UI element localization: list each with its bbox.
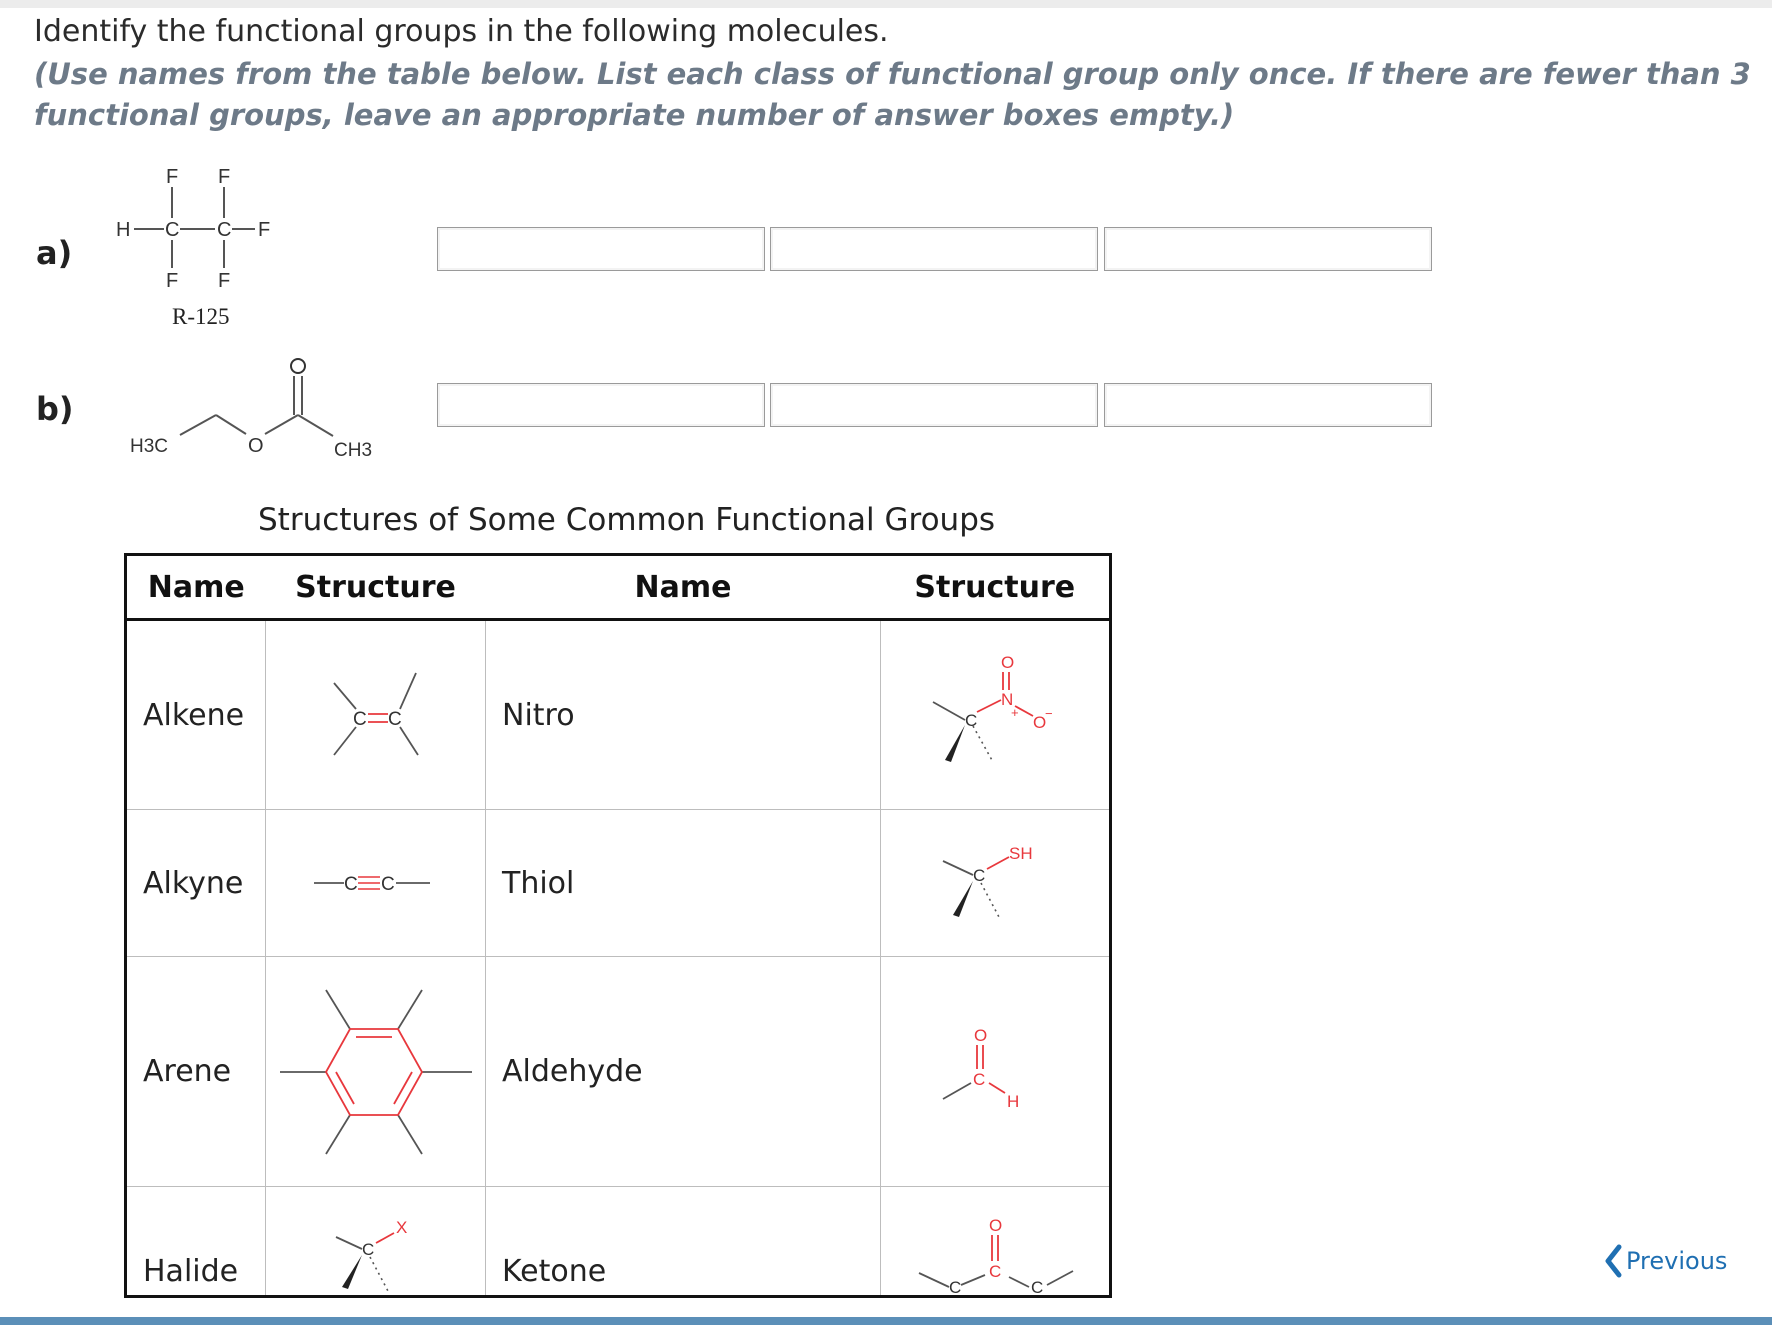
question-text: Identify the functional groups in the following molecules. bbox=[34, 14, 889, 49]
answer-a-3[interactable] bbox=[1104, 227, 1432, 271]
alkyne-carbon-1: C bbox=[343, 874, 358, 895]
ketone-carbon-right: C bbox=[1031, 1278, 1044, 1295]
thiol-diagram bbox=[925, 833, 1065, 933]
header-structure-1: Structure bbox=[266, 555, 486, 620]
aldehyde-oxygen: O bbox=[974, 1025, 988, 1045]
carbon-2: C bbox=[217, 219, 232, 241]
ester-oxygen: O bbox=[248, 435, 264, 457]
previous-button[interactable] bbox=[1604, 1244, 1727, 1278]
ketone-carbon-left: C bbox=[949, 1278, 962, 1295]
nitro-carbon: C bbox=[965, 711, 978, 730]
structure-ketone bbox=[881, 1187, 1111, 1297]
ketone-carbon: C bbox=[989, 1262, 1002, 1281]
structure-alkene bbox=[266, 620, 486, 810]
nitro-diagram bbox=[915, 650, 1075, 780]
molecule-name: R-125 bbox=[172, 304, 230, 329]
fluorine-bottom-left: F bbox=[166, 270, 179, 292]
group-name-aldehyde: Aldehyde bbox=[486, 957, 881, 1187]
functional-groups-table bbox=[124, 553, 1112, 1298]
halide-x: X bbox=[395, 1218, 407, 1237]
ketone-oxygen: O bbox=[989, 1216, 1003, 1235]
alkyne-carbon-2: C bbox=[380, 874, 395, 895]
answer-b-1[interactable] bbox=[437, 383, 765, 427]
methyl-right: CH3 bbox=[334, 440, 373, 461]
molecule-a-r125 bbox=[112, 160, 312, 335]
footer-bar bbox=[0, 1317, 1772, 1325]
structure-aldehyde bbox=[881, 957, 1111, 1187]
header-structure-2: Structure bbox=[881, 555, 1111, 620]
nitro-minus-charge: − bbox=[1045, 706, 1053, 721]
carbon-1: C bbox=[165, 219, 180, 241]
table-header-row bbox=[126, 555, 1111, 620]
carbonyl-oxygen-ring bbox=[291, 359, 305, 373]
group-name-nitro: Nitro bbox=[486, 620, 881, 810]
alkyne-diagram bbox=[306, 863, 446, 903]
header-name-1: Name bbox=[126, 555, 266, 620]
nitro-oxygen-top: O bbox=[1001, 653, 1015, 672]
halide-diagram bbox=[306, 1187, 446, 1295]
question-prompt bbox=[34, 14, 1754, 136]
answer-a-1[interactable] bbox=[437, 227, 765, 271]
alkene-carbon-1: C bbox=[352, 709, 367, 730]
group-name-arene: Arene bbox=[126, 957, 266, 1187]
hydrogen-atom: H bbox=[116, 219, 131, 241]
table-row bbox=[126, 810, 1111, 957]
methyl-left: H3C bbox=[130, 436, 169, 457]
halide-carbon: C bbox=[361, 1240, 374, 1259]
table-row bbox=[126, 1187, 1111, 1297]
alkene-diagram bbox=[316, 665, 436, 765]
aldehyde-hydrogen: H bbox=[1007, 1091, 1020, 1111]
group-name-halide: Halide bbox=[126, 1187, 266, 1297]
nitro-nitrogen: N bbox=[1001, 690, 1014, 709]
aldehyde-carbon: C bbox=[973, 1069, 986, 1089]
part-a-label: a) bbox=[36, 234, 73, 272]
fluorine-top-left: F bbox=[166, 166, 179, 188]
table-row bbox=[126, 620, 1111, 810]
previous-label: Previous bbox=[1626, 1247, 1728, 1275]
aldehyde-diagram bbox=[925, 1017, 1065, 1127]
structure-alkyne bbox=[266, 810, 486, 957]
structure-nitro bbox=[881, 620, 1111, 810]
table-title: Structures of Some Common Functional Groups bbox=[258, 502, 996, 538]
wedge-bond bbox=[945, 725, 965, 762]
answer-b-2[interactable] bbox=[770, 383, 1098, 427]
wedge-bond bbox=[953, 881, 973, 917]
question-instructions: (Use names from the table below. List each class of functional group only once. If there are fewer than 3 functional groups, leave an appropriate number of answer boxes empty.) bbox=[34, 57, 1751, 132]
group-name-thiol: Thiol bbox=[486, 810, 881, 957]
structure-thiol bbox=[881, 810, 1111, 957]
structure-arene bbox=[266, 957, 486, 1187]
part-b-label: b) bbox=[36, 390, 74, 428]
structure-halide bbox=[266, 1187, 486, 1297]
group-name-alkyne: Alkyne bbox=[126, 810, 266, 957]
group-name-ketone: Ketone bbox=[486, 1187, 881, 1297]
arene-diagram bbox=[276, 982, 476, 1162]
top-strip bbox=[0, 0, 1772, 8]
wedge-bond bbox=[342, 1255, 362, 1289]
ketone-diagram bbox=[905, 1187, 1085, 1295]
thiol-sh: SH bbox=[1009, 844, 1033, 863]
molecule-b-ester bbox=[128, 352, 398, 464]
group-name-alkene: Alkene bbox=[126, 620, 266, 810]
alkene-carbon-2: C bbox=[387, 709, 402, 730]
answer-a-2[interactable] bbox=[770, 227, 1098, 271]
fluorine-bottom-right: F bbox=[218, 270, 231, 292]
header-name-2: Name bbox=[486, 555, 881, 620]
chevron-left-icon bbox=[1604, 1244, 1624, 1278]
nitro-plus-charge: + bbox=[1011, 705, 1019, 720]
nitro-oxygen-right: O bbox=[1033, 713, 1047, 732]
fluorine-right: F bbox=[258, 219, 271, 241]
fluorine-top-right: F bbox=[218, 166, 231, 188]
thiol-carbon: C bbox=[973, 866, 986, 885]
answer-b-3[interactable] bbox=[1104, 383, 1432, 427]
table-row bbox=[126, 957, 1111, 1187]
